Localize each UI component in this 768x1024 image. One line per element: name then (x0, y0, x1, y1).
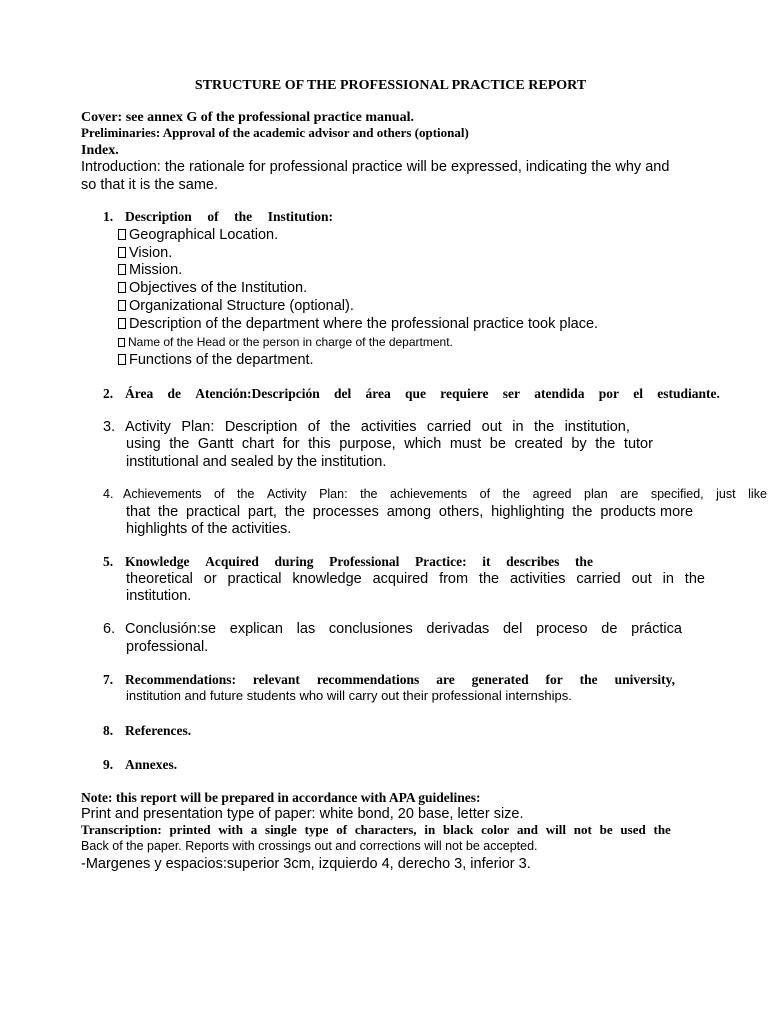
note-line-1: Note: this report will be prepared in accordance with APA guidelines: (81, 790, 481, 805)
section-4-line-2: that the practical part, the processes among others, highlighting the products more (126, 504, 694, 520)
introduction-line-2: so that it is the same. (81, 177, 219, 193)
section-number: 3. (103, 419, 116, 435)
list-item-label: Vision. (129, 245, 173, 261)
heading-word: de (167, 386, 181, 401)
checkbox-glyph-icon (118, 300, 126, 311)
heading-word: el (633, 386, 644, 401)
section-6-line-2: professional. (126, 639, 209, 655)
section-number: 9. (103, 757, 114, 772)
heading-word: estudiante. (657, 386, 720, 401)
heading-word: atendida (534, 386, 585, 401)
note-line-4: Back of the paper. Reports with crossings out and corrections will not be accepted. (81, 839, 538, 853)
page-title: STRUCTURE OF THE PROFESSIONAL PRACTICE REPORT (194, 78, 587, 93)
heading-word: requiere (440, 386, 489, 401)
cover-line: Cover: see annex G of the professional practice manual. (81, 110, 414, 125)
section-3-line-1: 3. Activity Plan: Description of the activities carried out in the institution, (103, 419, 630, 435)
section-number: 5. (103, 554, 114, 569)
section-6-line-1: 6. Conclusión:se explican las conclusiones derivadas del proceso de práctica (103, 621, 682, 637)
section-number: 1. (103, 209, 114, 224)
heading-word: Description (125, 209, 192, 224)
list-item-label: Functions of the department. (129, 352, 314, 368)
section-number: 8. (103, 723, 114, 738)
section-5-line-2: theoretical or practical knowledge acquired from the activities carried out in the (126, 571, 705, 587)
section-5-line-3: institution. (126, 588, 192, 604)
list-item (118, 336, 453, 348)
list-item (118, 263, 182, 278)
note-line-3: Transcription: printed with a single type of characters, in black color and will not be used the (81, 822, 671, 837)
section-3-line-3: institutional and sealed by the institution. (126, 454, 387, 470)
checkbox-glyph-icon (118, 264, 126, 275)
heading-word: the (234, 209, 253, 224)
section-7-line-2: institution and future students who will carry out their professional internships. (126, 688, 572, 703)
section-3-line-2: using the Gantt chart for this purpose, which must be created by the tutor (126, 436, 653, 452)
list-item (118, 246, 172, 261)
checkbox-glyph-icon (118, 247, 126, 258)
heading-word: Atención:Descripción (195, 386, 320, 401)
checkbox-glyph-icon (118, 229, 126, 240)
introduction-line-1: Introduction: the rationale for professional practice will be expressed, indicating the why and (81, 159, 670, 175)
heading-word: área (365, 386, 391, 401)
list-item (118, 299, 354, 314)
checkbox-glyph-icon (118, 318, 126, 329)
section-4-line-1: 4. Achievements of the Activity Plan: the achievements of the agreed plan are specified, just like (103, 487, 767, 501)
list-item (118, 353, 314, 368)
section-number: 4. (103, 487, 114, 501)
section-2-heading (103, 387, 720, 401)
section-8-heading: 8. References. (103, 723, 192, 738)
section-9-heading: 9. Annexes. (103, 757, 178, 772)
heading-word: ser (502, 386, 521, 401)
list-item (118, 317, 598, 332)
heading-word: Institution: (267, 209, 333, 224)
note-line-5: -Margenes y espacios:superior 3cm, izquierdo 4, derecho 3, inferior 3. (81, 856, 531, 872)
heading-word: del (333, 386, 352, 401)
heading-word: Área (125, 386, 154, 401)
note-line-2: Print and presentation type of paper: white bond, 20 base, letter size. (81, 806, 524, 822)
section-7-heading: 7. Recommendations: relevant recommendations are generated for the university, (103, 672, 675, 687)
heading-word: por (598, 386, 620, 401)
section-1-heading (103, 210, 333, 224)
list-item-label: Geographical Location. (129, 227, 279, 243)
section-4-line-3: highlights of the activities. (126, 521, 292, 537)
heading-word: of (207, 209, 219, 224)
section-5-heading: 5. Knowledge Acquired during Professional Practice: it describes the (103, 554, 593, 569)
heading-word: que (405, 386, 427, 401)
preliminaries-line: Preliminaries: Approval of the academic advisor and others (optional) (81, 125, 469, 140)
list-item-label: Description of the department where the professional practice took place. (129, 316, 599, 332)
section-number: 2. (103, 386, 114, 401)
list-item-label: Name of the Head or the person in charge of the department. (128, 335, 453, 349)
list-item-label: Objectives of the Institution. (129, 280, 308, 296)
checkbox-glyph-icon (118, 282, 126, 293)
section-number: 6. (103, 621, 116, 637)
list-item-label: Organizational Structure (optional). (129, 298, 354, 314)
index-line: Index. (81, 143, 119, 158)
list-item (118, 281, 307, 296)
section-number: 7. (103, 672, 114, 687)
list-item-label: Mission. (129, 262, 183, 278)
list-item (118, 228, 278, 243)
checkbox-glyph-icon (118, 338, 125, 347)
checkbox-glyph-icon (118, 354, 126, 365)
